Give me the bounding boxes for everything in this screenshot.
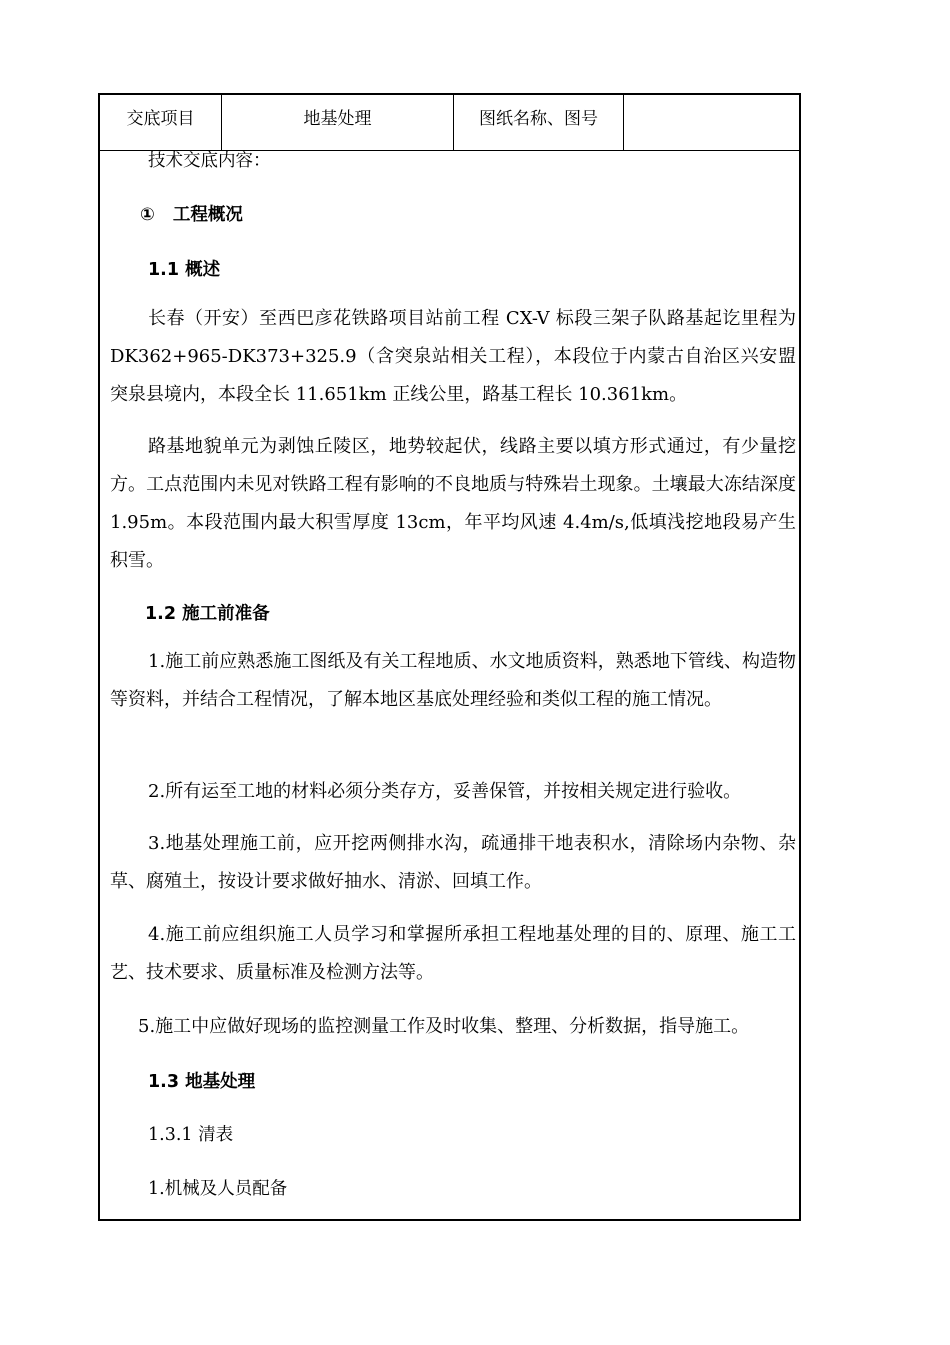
subsection-1-2-heading: 1.2 施工前准备 — [145, 604, 270, 624]
preparation-item-3: 3.地基处理施工前，应开挖两侧排水沟，疏通排干地表积水，清除场内杂物、杂草、腐殖土，按设计要求做好抽水、清淤、回填工作。 — [110, 833, 796, 892]
briefing-item-label: 交底项目 — [100, 95, 222, 150]
overview-paragraph-1: 长春（开安）至西巴彦花铁路项目站前工程 CX-V 标段三架子队路基起讫里程为 DK362+965-DK373+325.9（含突泉站相关工程），本段位于内蒙古自治区兴安盟突泉县境内，本段全长 11.651km 正线公里，路基工程长 10.361km。 — [110, 308, 796, 405]
subsection-1-3-heading: 1.3 地基处理 — [148, 1072, 256, 1092]
briefing-item-value: 地基处理 — [222, 95, 454, 150]
technical-briefing-table — [98, 93, 801, 1221]
clearing-item-1: 1.机械及人员配备 — [148, 1179, 288, 1199]
drawing-name-value — [624, 95, 799, 150]
content-intro: 技术交底内容： — [148, 151, 271, 171]
preparation-item-2: 2.所有运至工地的材料必须分类存方，妥善保管，并按相关规定进行验收。 — [148, 781, 742, 802]
overview-paragraph-2: 路基地貌单元为剥蚀丘陵区，地势较起伏，线路主要以填方形式通过，有少量挖方。工点范围内未见对铁路工程有影响的不良地质与特殊岩土现象。土壤最大冻结深度 1.95m。本段范围内最大积雪厚度 13cm，年平均风速 4.4m/s,低填浅挖地段易产生积雪。 — [110, 436, 796, 571]
section-1-number: ① — [140, 205, 155, 225]
drawing-name-label: 图纸名称、图号 — [454, 95, 624, 150]
subsection-1-3-1-heading: 1.3.1 清表 — [148, 1125, 234, 1145]
subsection-1-1-heading: 1.1 概述 — [148, 260, 221, 280]
table-header-row — [100, 95, 799, 151]
preparation-item-5: 5.施工中应做好现场的监控测量工作及时收集、整理、分析数据，指导施工。 — [138, 1016, 750, 1037]
section-1-title: 工程概况 — [172, 205, 243, 225]
preparation-item-1: 1.施工前应熟悉施工图纸及有关工程地质、水文地质资料，熟悉地下管线、构造物等资料，并结合工程情况，了解本地区基底处理经验和类似工程的施工情况。 — [110, 651, 796, 710]
section-1-heading — [140, 201, 243, 226]
preparation-item-4: 4.施工前应组织施工人员学习和掌握所承担工程地基处理的目的、原理、施工工艺、技术要求、质量标准及检测方法等。 — [110, 924, 796, 983]
